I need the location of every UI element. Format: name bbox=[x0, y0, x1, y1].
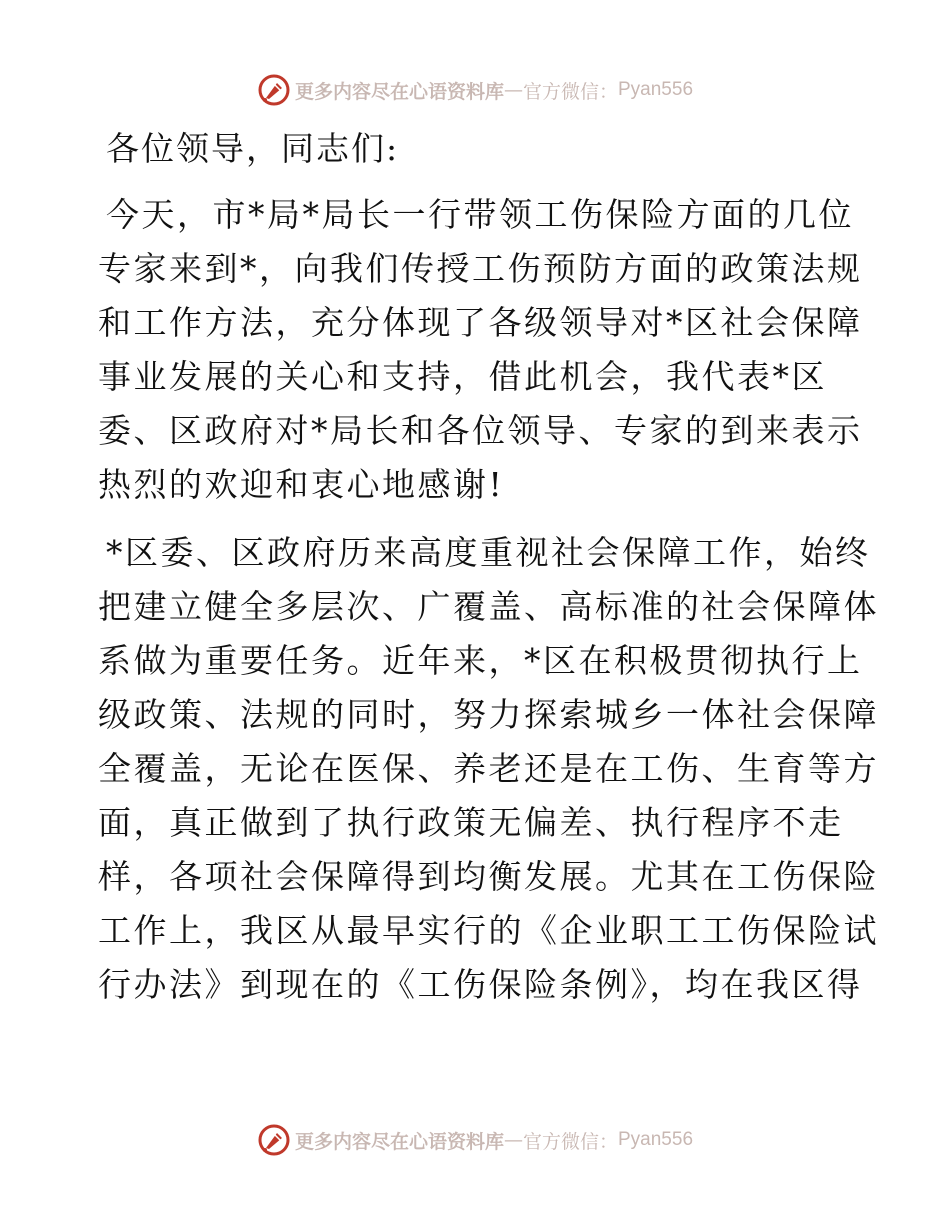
text-line: 面，真正做到了执行政策无偏差、执行程序不走 bbox=[98, 803, 844, 842]
banner-wechat-account: Pyan556 bbox=[618, 79, 694, 100]
text-line: 热烈的欢迎和衷心地感谢! bbox=[98, 465, 505, 504]
banner-wechat-label: 官方微信： bbox=[522, 1130, 618, 1153]
text-line: 事业发展的关心和支持，借此机会，我代表*区 bbox=[98, 357, 827, 396]
greeting-line: 各位领导，同志们: bbox=[106, 129, 400, 168]
text-line: 和工作方法，充分体现了各级领导对*区社会保障 bbox=[98, 303, 863, 342]
banner-wechat-account: Pyan556 bbox=[618, 1129, 694, 1150]
pen-nib-logo-icon bbox=[257, 73, 291, 107]
footer-banner bbox=[0, 1120, 950, 1160]
document-body bbox=[98, 122, 879, 1026]
header-banner bbox=[0, 70, 950, 110]
text-line: 工作上，我区从最早实行的《企业职工工伤保险试 bbox=[98, 911, 879, 950]
banner-wechat-label: 官方微信： bbox=[522, 80, 618, 103]
text-line: 全覆盖，无论在医保、养老还是在工伤、生育等方 bbox=[98, 749, 879, 788]
text-line: 样，各项社会保障得到均衡发展。尤其在工伤保险 bbox=[98, 857, 879, 896]
paragraph-2 bbox=[98, 526, 879, 1012]
text-line: 把建立健全多层次、广覆盖、高标准的社会保障体 bbox=[98, 587, 879, 626]
pen-nib-logo-icon bbox=[257, 1123, 291, 1157]
banner-dash: — bbox=[503, 79, 523, 101]
text-line: 委、区政府对*局长和各位领导、专家的到来表示 bbox=[98, 411, 863, 450]
text-line: 系做为重要任务。近年来，*区在积极贯彻执行上 bbox=[98, 641, 863, 680]
text-line: 行办法》到现在的《工伤保险条例》，均在我区得 bbox=[98, 965, 863, 1004]
text-line: *区委、区政府历来高度重视社会保障工作，始终 bbox=[106, 533, 871, 572]
banner-source-text: 更多内容尽在心语资料库 bbox=[294, 1130, 504, 1153]
text-line: 专家来到*，向我们传授工伤预防方面的政策法规 bbox=[98, 249, 863, 288]
text-line: 级政策、法规的同时，努力探索城乡一体社会保障 bbox=[98, 695, 879, 734]
banner-dash: — bbox=[503, 1129, 523, 1151]
text-line: 今天，市*局*局长一行带领工伤保险方面的几位 bbox=[106, 195, 854, 234]
banner-source-text: 更多内容尽在心语资料库 bbox=[294, 80, 504, 103]
paragraph-1 bbox=[98, 188, 863, 512]
